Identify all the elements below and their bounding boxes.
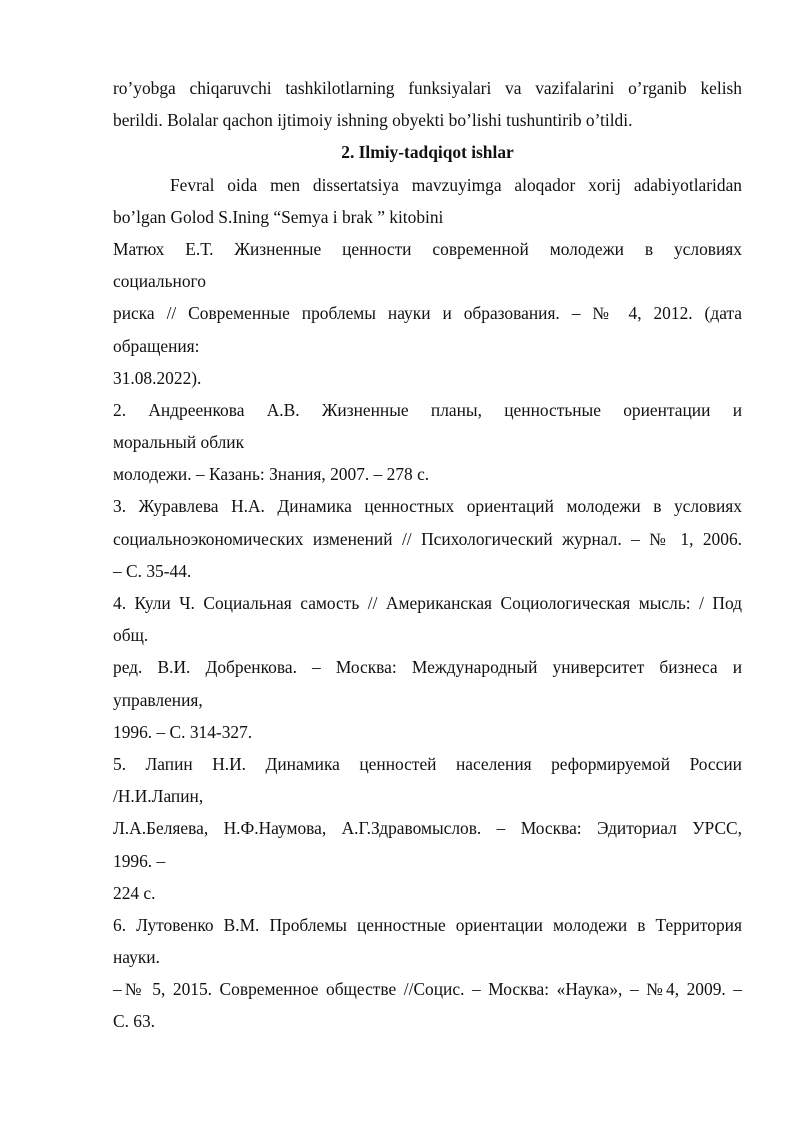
reference-line: социального: [113, 271, 206, 292]
reference-line: 5. Лапин Н.И. Динамика ценностей населения реформируемой России: [113, 753, 742, 774]
reference-line: – С. 35-44.: [113, 560, 192, 581]
reference-line: 6. Лутовенко В.М. Проблемы ценностные ориентации молодежи в Территория: [113, 914, 742, 935]
reference-line: ред. В.И. Добренкова. – Москва: Международный университет бизнеса и: [113, 657, 742, 678]
reference-line: риска // Современные проблемы науки и образования. – № 4, 2012. (дата: [113, 303, 742, 324]
reference-line: 1996. – С. 314-327.: [113, 721, 253, 742]
reference-line: молодежи. – Казань: Знания, 2007. – 278 с.: [113, 464, 430, 485]
reference-line: обращения:: [113, 335, 200, 356]
paragraph-line-2: bo’lgan Golod S.Ining “Semya i brak ” kitobini: [113, 206, 444, 227]
reference-line: моральный облик: [113, 432, 245, 453]
reference-line: –№ 5, 2015. Современное обществе //Социс. – Москва: «Наука», – №4, 2009. –: [113, 979, 742, 1000]
document-page: [113, 72, 742, 1038]
reference-line: /Н.И.Лапин,: [113, 786, 204, 807]
reference-line: 4. Кули Ч. Социальная самость // Американская Социологическая мысль: / Под: [113, 593, 742, 613]
section-heading: 2. Ilmiy-tadqiqot ishlar: [341, 142, 514, 163]
reference-line: управления,: [113, 689, 203, 710]
reference-line: 3. Журавлева Н.А. Динамика ценностных ориентаций молодежи в условиях: [113, 496, 742, 517]
reference-line: социальноэкономических изменений // Психологический журнал. – № 1, 2006.: [113, 528, 742, 549]
intro-line-2: berildi. Bolalar qachon ijtimoiy ishning obyekti bo’lishi tushuntirib o’tildi.: [113, 110, 633, 131]
reference-line: науки.: [113, 947, 160, 968]
reference-line: С. 63.: [113, 1011, 156, 1032]
reference-line: 2. Андреенкова А.В. Жизненные планы, ценностьные ориентации и: [113, 399, 742, 420]
reference-line: Матюх Е.Т. Жизненные ценности современной молодежи в условиях: [113, 238, 742, 259]
reference-line: общ.: [113, 625, 149, 646]
reference-line: 1996. –: [113, 850, 166, 871]
reference-line: Л.А.Беляева, Н.Ф.Наумова, А.Г.Здравомыслов. – Москва: Эдиториал УРСС,: [113, 818, 742, 839]
reference-line: 31.08.2022).: [113, 367, 202, 388]
paragraph-line-1: Fevral oida men dissertatsiya mavzuyimga aloqador xorij adabiyotlaridan: [170, 174, 742, 195]
intro-line-1: ro’yobga chiqaruvchi tashkilotlarning funksiyalari va vazifalarini o’rganib kelish: [113, 78, 742, 98]
reference-line: 224 с.: [113, 882, 156, 903]
